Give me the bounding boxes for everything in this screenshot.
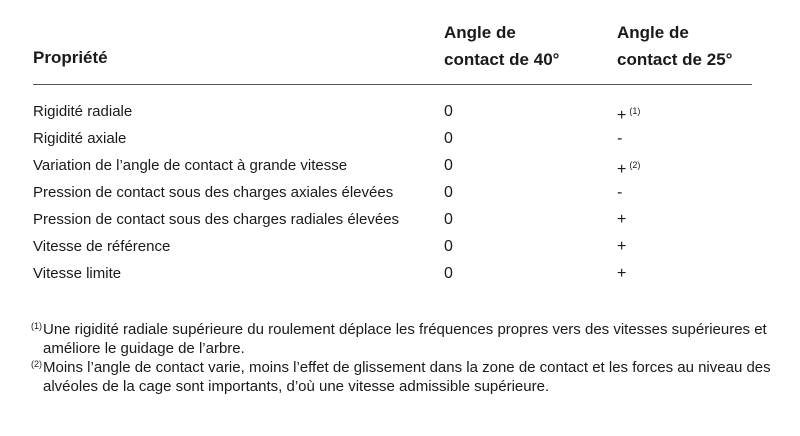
row-value-25: - xyxy=(617,130,623,147)
footnote-reference: (2) xyxy=(629,160,641,170)
row-property: Vitesse limite xyxy=(33,265,122,282)
row-value-40: 0 xyxy=(444,103,453,120)
row-value-40: 0 xyxy=(444,157,453,174)
row-value-40: 0 xyxy=(444,238,453,255)
table-row xyxy=(33,233,752,260)
row-value-25: - xyxy=(617,184,623,201)
footnote-text: Une rigidité radiale supérieure du roulement déplace les fréquences propres vers des vitesses supérieures et améliore le guidage de l’arbre. xyxy=(43,321,767,357)
header-contact-angle-40: Angle de contact de 40° xyxy=(444,23,560,69)
footnotes xyxy=(31,320,771,396)
table-row xyxy=(33,152,752,179)
table-row xyxy=(33,98,752,125)
table-row xyxy=(33,206,752,233)
header-contact-angle-25: Angle de contact de 25° xyxy=(617,23,733,69)
row-value-25-symbol: + xyxy=(617,161,627,178)
footnote-text: Moins l’angle de contact varie, moins l’effet de glissement dans la zone de contact et les forces au niveau des alvéoles de la cage sont importants, d’où une vitesse admissible supérieure. xyxy=(43,359,771,395)
comparison-table xyxy=(33,18,752,282)
table-header xyxy=(33,18,752,84)
row-property: Rigidité radiale xyxy=(33,103,133,120)
table-body xyxy=(33,98,752,287)
table-row xyxy=(33,260,752,287)
row-property: Pression de contact sous des charges radiales élevées xyxy=(33,211,400,228)
footnote-1 xyxy=(31,320,771,358)
row-value-40: 0 xyxy=(444,265,453,282)
row-value-25: + xyxy=(617,265,627,282)
row-value-40: 0 xyxy=(444,184,453,201)
row-property: Pression de contact sous des charges axiales élevées xyxy=(33,184,394,201)
header-property: Propriété xyxy=(33,48,108,67)
footnote-mark: (1) xyxy=(31,321,42,331)
row-value-25-symbol: + xyxy=(617,107,627,124)
table-row xyxy=(33,179,752,206)
footnote-mark: (2) xyxy=(31,359,42,369)
row-value-40: 0 xyxy=(444,130,453,147)
row-value-40: 0 xyxy=(444,211,453,228)
row-value-25: + xyxy=(617,211,627,228)
table-row xyxy=(33,125,752,152)
footnote-reference: (1) xyxy=(629,106,641,116)
row-property: Vitesse de référence xyxy=(33,238,171,255)
row-property: Rigidité axiale xyxy=(33,130,127,147)
row-property: Variation de l’angle de contact à grande vitesse xyxy=(33,157,348,174)
row-value-25: + xyxy=(617,238,627,255)
footnote-2 xyxy=(31,358,771,396)
header-divider xyxy=(33,84,752,85)
